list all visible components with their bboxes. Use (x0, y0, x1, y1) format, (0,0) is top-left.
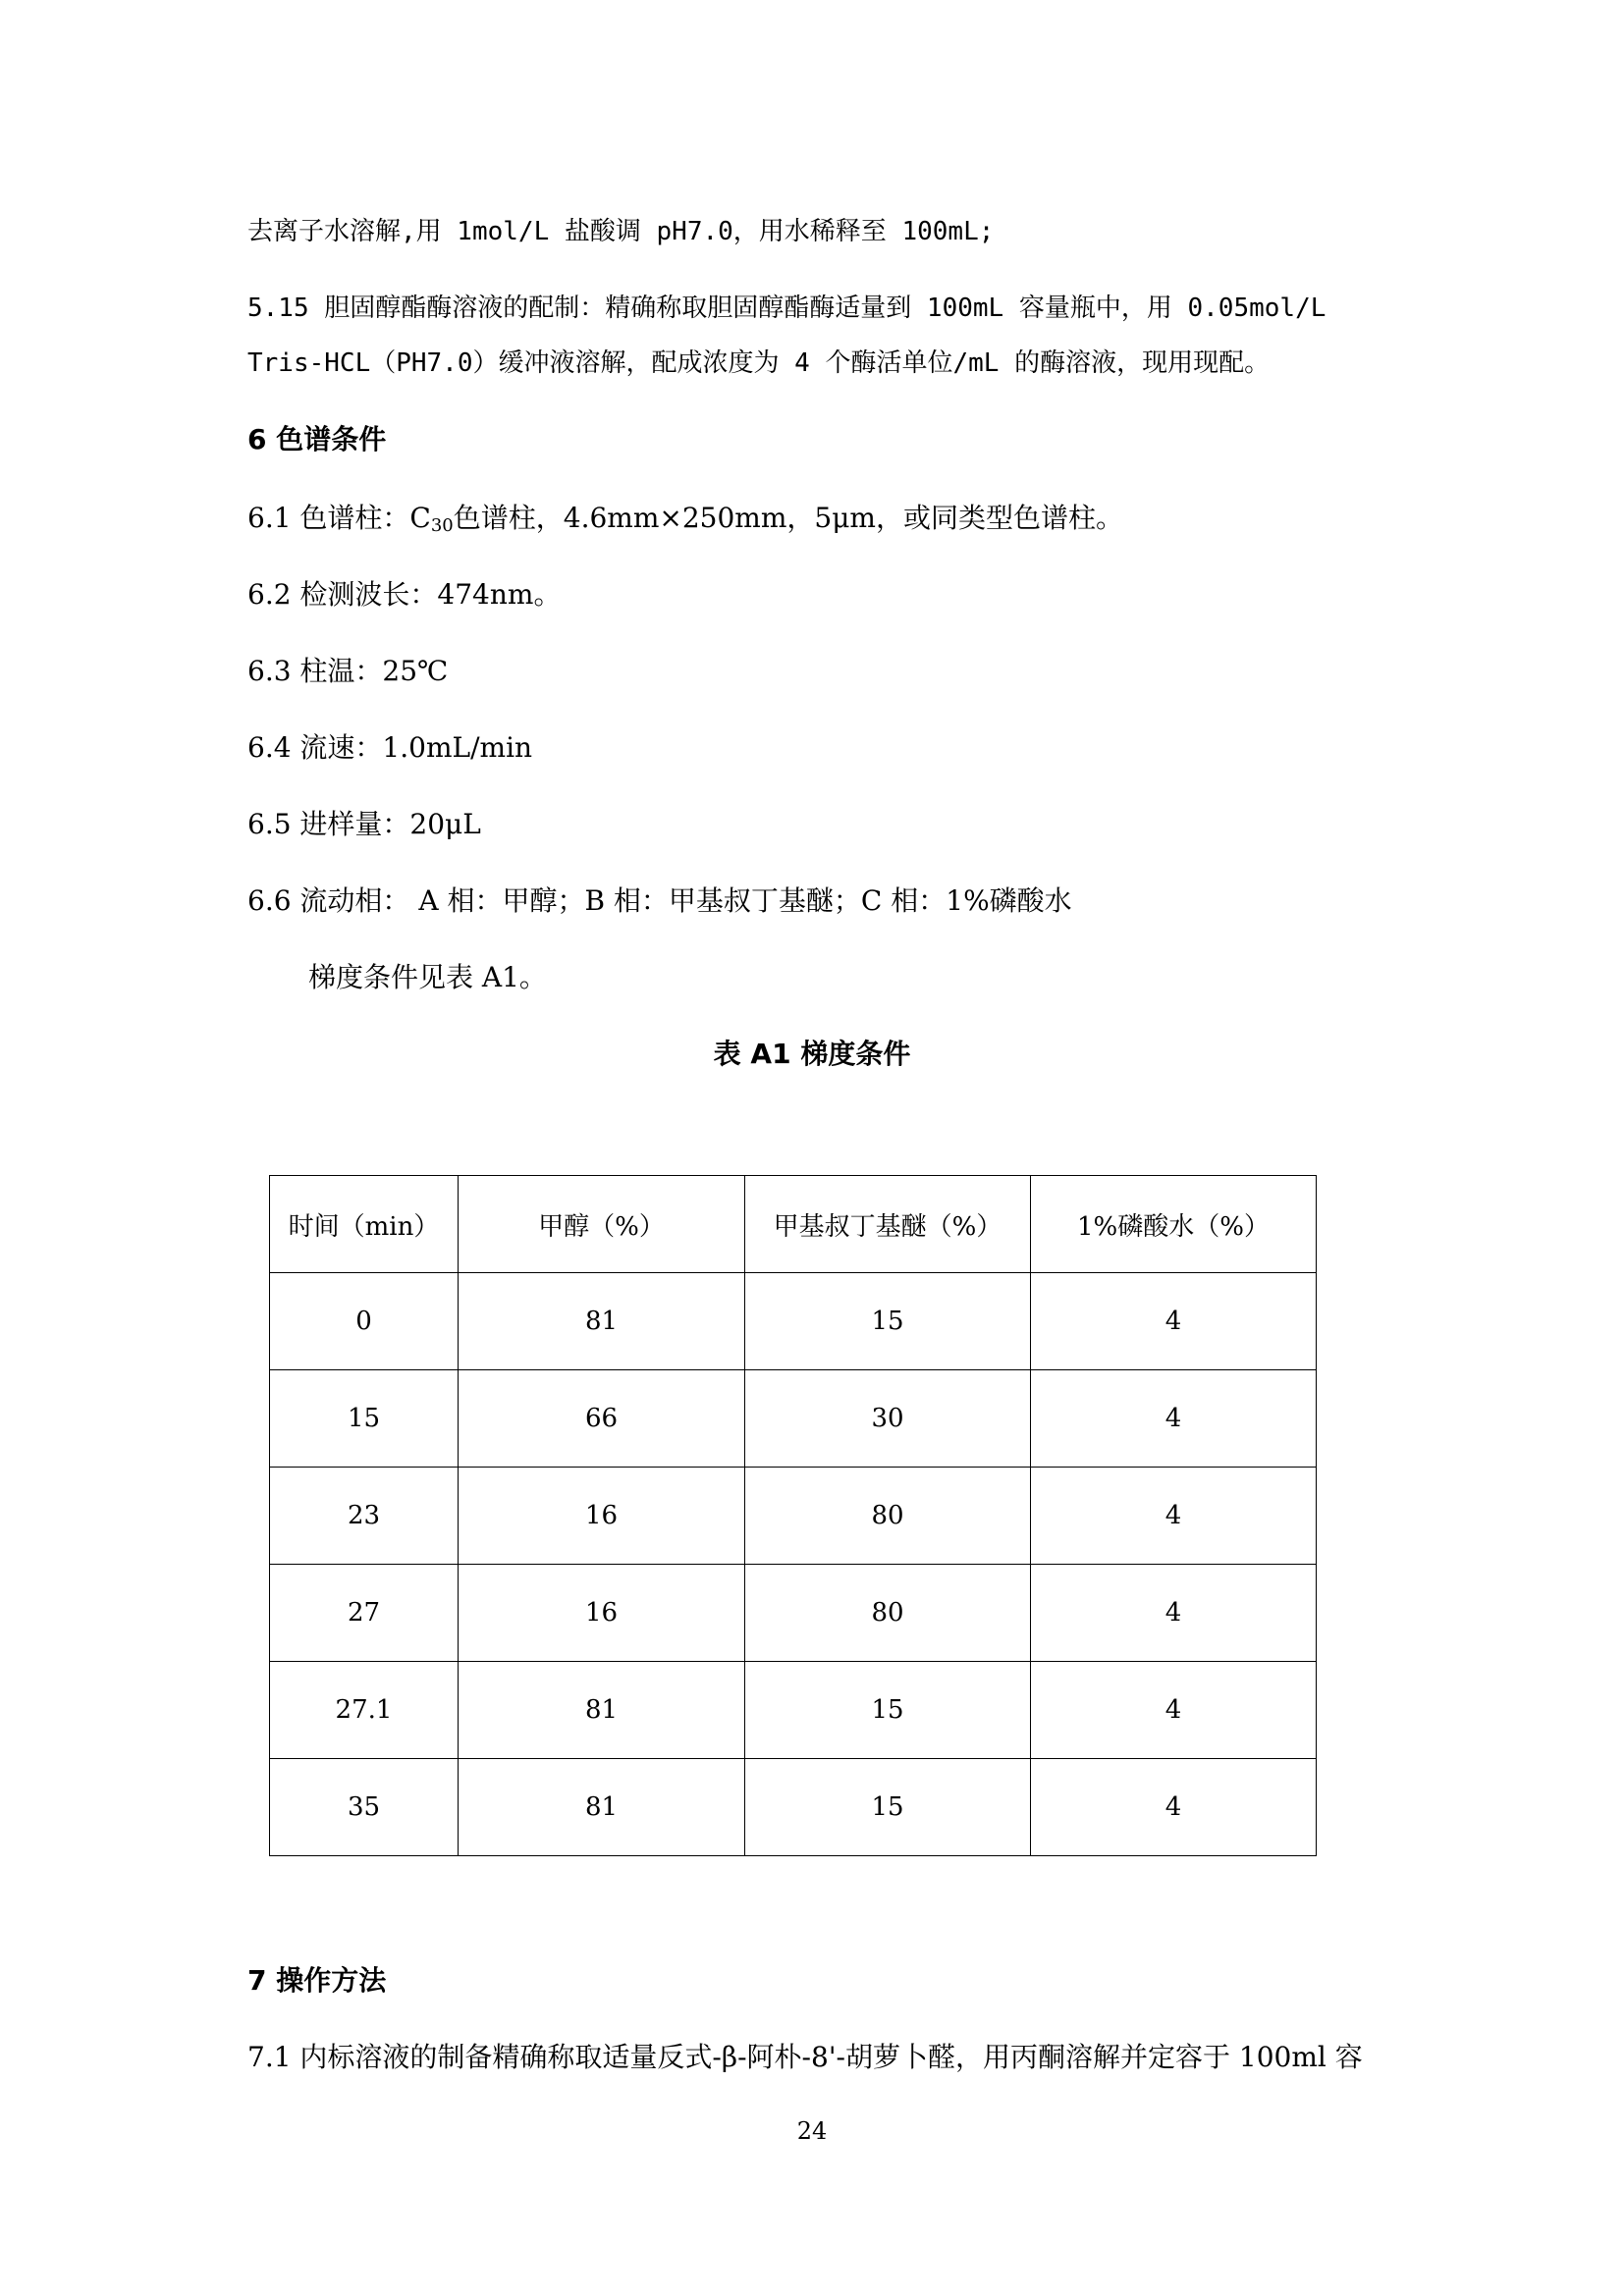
item-6-2: 6.2 检测波长：474nm。 (247, 578, 562, 611)
cell-phosphoric-water: 4 (1031, 1565, 1317, 1662)
cell-mtbe: 80 (745, 1565, 1031, 1662)
item-7-1: 7.1 内标溶液的制备精确称取适量反式-β-阿朴-8'-胡萝卜醛，用丙酮溶解并定容于 100ml 容 (247, 2041, 1363, 2073)
cell-mtbe: 15 (745, 1273, 1031, 1370)
table-caption: 表 A1 梯度条件 (713, 1038, 911, 1070)
cell-methanol: 81 (459, 1662, 745, 1759)
item-6-1-prefix: 6.1 色谱柱：C (247, 502, 431, 534)
paragraph-5-15-line-2: Tris-HCL（PH7.0）缓冲液溶解，配成浓度为 4 个酶活单位/mL 的酶溶液，现用现配。 (247, 348, 1271, 378)
cell-time: 23 (270, 1468, 459, 1565)
cell-phosphoric-water: 4 (1031, 1273, 1317, 1370)
table-row (270, 1370, 1317, 1468)
item-6-1 (247, 501, 1123, 536)
paragraph-5-14-continuation: 去离子水溶解,用 1mol/L 盐酸调 pH7.0，用水稀释至 100mL; (247, 217, 995, 246)
cell-time: 15 (270, 1370, 459, 1468)
header-mtbe: 甲基叔丁基醚（%） (745, 1176, 1031, 1273)
table-row (270, 1759, 1317, 1856)
table-row (270, 1565, 1317, 1662)
table-row (270, 1468, 1317, 1565)
cell-mtbe: 15 (745, 1759, 1031, 1856)
cell-time: 27 (270, 1565, 459, 1662)
gradient-table (269, 1175, 1317, 1856)
table-row (270, 1662, 1317, 1759)
cell-phosphoric-water: 4 (1031, 1662, 1317, 1759)
header-methanol: 甲醇（%） (459, 1176, 745, 1273)
cell-methanol: 16 (459, 1468, 745, 1565)
cell-time: 0 (270, 1273, 459, 1370)
section-6-heading: 6 色谱条件 (247, 423, 387, 455)
header-time: 时间（min） (270, 1176, 459, 1273)
cell-mtbe: 30 (745, 1370, 1031, 1468)
cell-mtbe: 80 (745, 1468, 1031, 1565)
table-row (270, 1273, 1317, 1370)
gradient-note: 梯度条件见表 A1。 (308, 961, 547, 993)
section-7-heading: 7 操作方法 (247, 1964, 387, 1997)
paragraph-5-15-line-1: 5.15 胆固醇酯酶溶液的配制：精确称取胆固醇酯酶适量到 100mL 容量瓶中，用 0.05mol/L (247, 294, 1326, 323)
cell-methanol: 66 (459, 1370, 745, 1468)
cell-phosphoric-water: 4 (1031, 1468, 1317, 1565)
cell-time: 35 (270, 1759, 459, 1856)
table-header-row (270, 1176, 1317, 1273)
header-phosphoric-water: 1%磷酸水（%） (1031, 1176, 1317, 1273)
item-6-5: 6.5 进样量：20μL (247, 808, 481, 840)
cell-phosphoric-water: 4 (1031, 1370, 1317, 1468)
item-6-1-subscript: 30 (430, 515, 454, 536)
cell-phosphoric-water: 4 (1031, 1759, 1317, 1856)
cell-time: 27.1 (270, 1662, 459, 1759)
item-6-3: 6.3 柱温：25℃ (247, 655, 449, 687)
item-6-4: 6.4 流速：1.0mL/min (247, 731, 533, 764)
cell-methanol: 81 (459, 1759, 745, 1856)
cell-methanol: 16 (459, 1565, 745, 1662)
item-6-1-suffix: 色谱柱，4.6mm×250mm，5μm，或同类型色谱柱。 (453, 502, 1123, 534)
cell-methanol: 81 (459, 1273, 745, 1370)
page-number: 24 (796, 2117, 828, 2145)
item-6-6: 6.6 流动相： A 相：甲醇；B 相：甲基叔丁基醚；C 相：1%磷酸水 (247, 884, 1072, 917)
cell-mtbe: 15 (745, 1662, 1031, 1759)
